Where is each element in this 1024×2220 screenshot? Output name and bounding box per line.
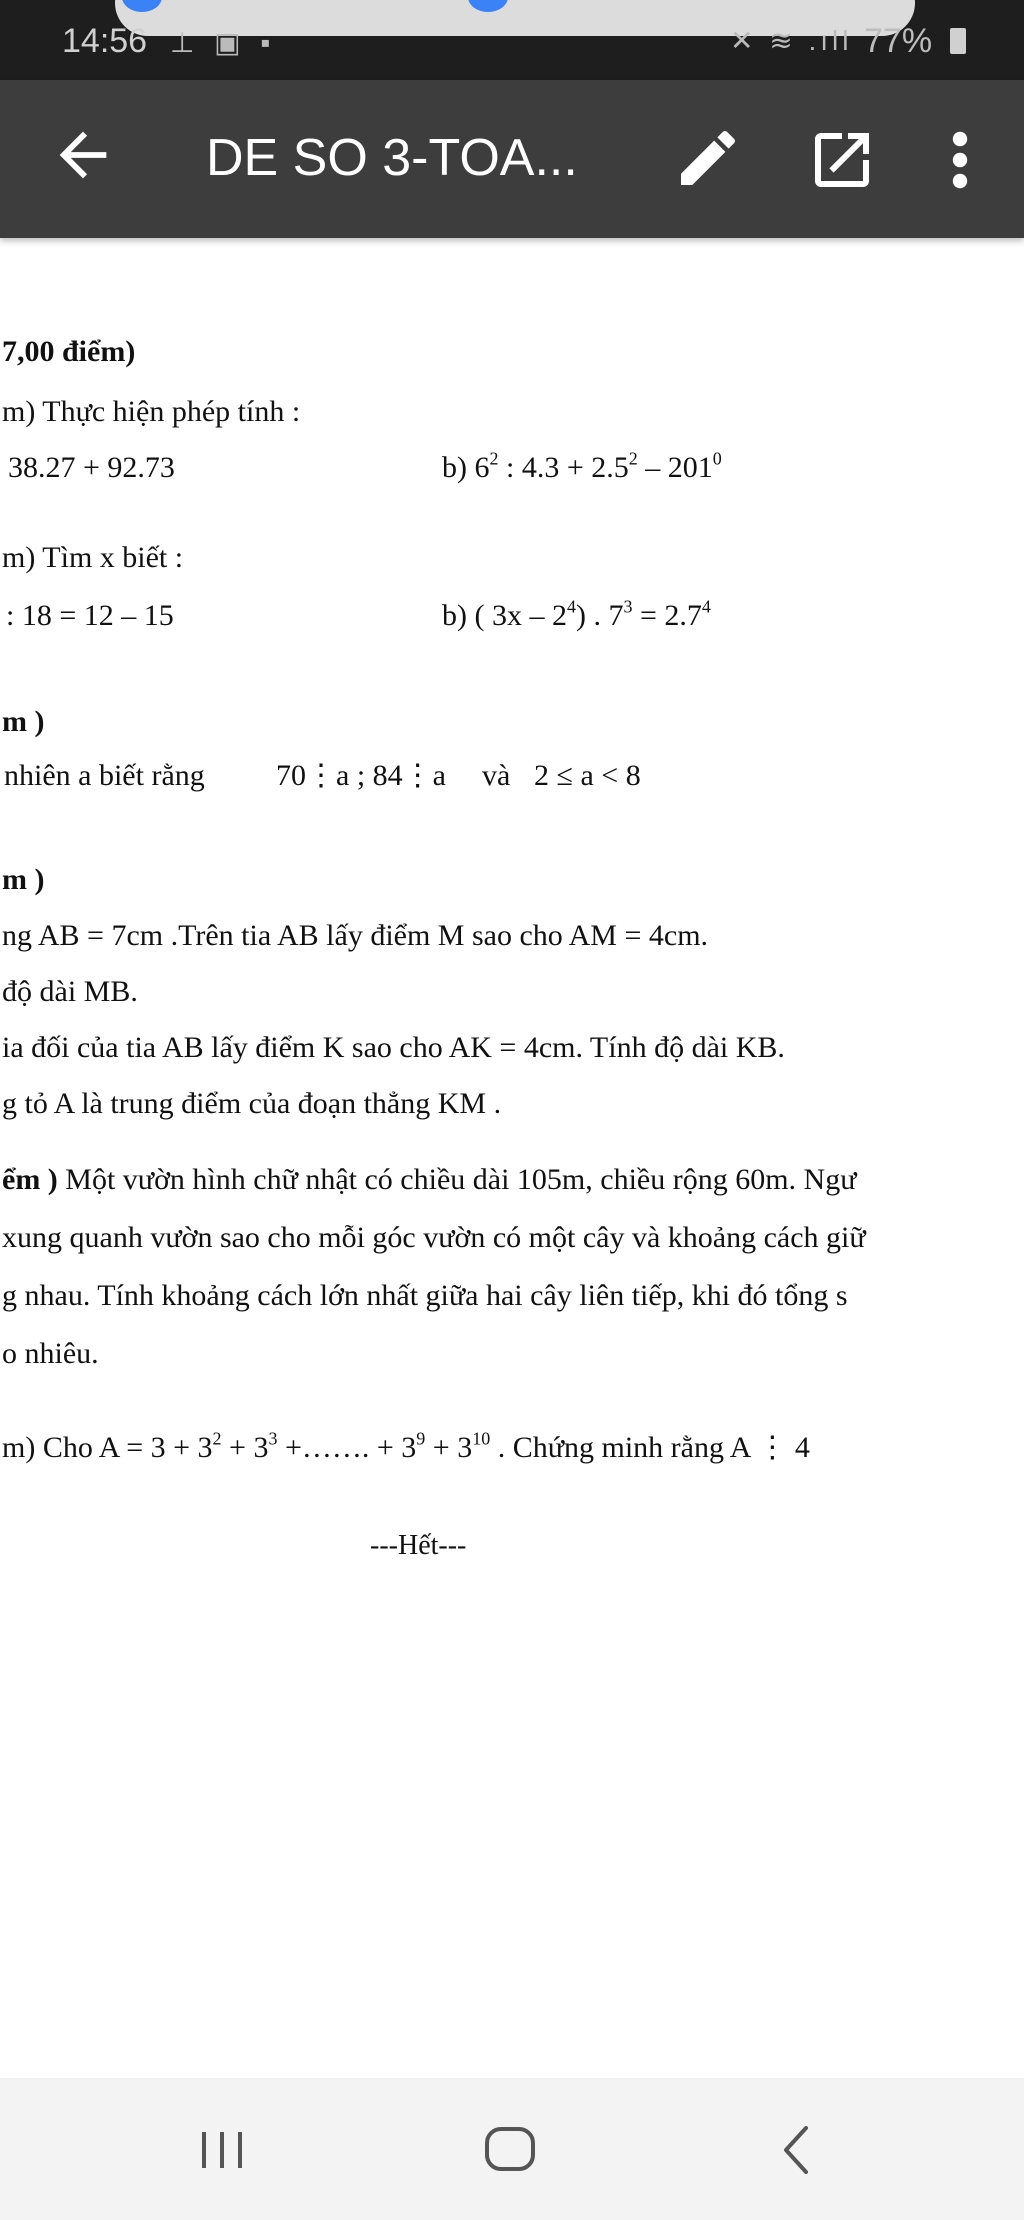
q6-text: . Chứng minh rằng A ⋮ 4 xyxy=(490,1431,810,1464)
notification-icons: ⊥ ▣ ▪ xyxy=(170,27,277,58)
question-6 xyxy=(2,1430,810,1466)
app-bar xyxy=(0,80,1024,238)
question-1-intro: m) Thực hiện phép tính : xyxy=(2,395,301,428)
q2b-text: = 2.7 xyxy=(632,599,702,632)
recents-icon[interactable] xyxy=(198,2128,248,2172)
section-header: 7,00 điểm) xyxy=(2,335,136,368)
question-3-condition: 70⋮a ; 84⋮a xyxy=(276,759,446,792)
q1b-text: – 201 xyxy=(637,451,713,484)
end-marker: ---Hết--- xyxy=(370,1530,467,1561)
exponent: 10 xyxy=(472,1428,491,1449)
question-5-line: xung quanh vườn sao cho mỗi góc vườn có một cây và khoảng cách giữ xyxy=(2,1221,866,1254)
question-1a: 38.27 + 92.73 xyxy=(8,451,175,484)
q1b-text: : 4.3 + 2.5 xyxy=(498,451,629,484)
more-vert-icon[interactable] xyxy=(940,124,980,196)
question-5-header: ểm ) xyxy=(2,1163,58,1196)
question-3-header: m ) xyxy=(2,705,45,738)
question-4-line: độ dài MB. xyxy=(2,975,138,1008)
exponent: 2 xyxy=(489,448,499,469)
status-bar xyxy=(0,0,1024,80)
back-icon[interactable] xyxy=(776,2122,816,2178)
exponent: 3 xyxy=(268,1428,278,1449)
exponent: 9 xyxy=(416,1428,426,1449)
question-1b xyxy=(442,450,722,486)
question-4-header: m ) xyxy=(2,863,45,896)
open-external-icon[interactable] xyxy=(806,124,878,196)
exponent: 4 xyxy=(701,596,711,617)
exponent: 2 xyxy=(212,1428,222,1449)
pencil-icon[interactable] xyxy=(672,122,744,194)
document-page xyxy=(0,238,1024,2078)
arrow-back-icon[interactable] xyxy=(48,120,118,190)
question-5-text: Một vườn hình chữ nhật có chiều dài 105m, chiều rộng 60m. Ngư xyxy=(57,1163,857,1196)
q2b-text: b) ( 3x – 2 xyxy=(442,599,567,632)
question-3-and: và xyxy=(482,759,511,792)
exponent: 0 xyxy=(712,448,722,469)
question-4-line: g tỏ A là trung điểm của đoạn thẳng KM . xyxy=(2,1087,502,1120)
q6-text: +……. + 3 xyxy=(277,1431,417,1464)
exponent: 4 xyxy=(566,596,576,617)
battery-icon xyxy=(950,28,966,54)
signal-icons: ✕ ≋ .ıll xyxy=(730,25,853,56)
q6-text: + 3 xyxy=(425,1431,473,1464)
exponent: 2 xyxy=(628,448,638,469)
exponent: 3 xyxy=(623,596,633,617)
q1b-text: b) 6 xyxy=(442,451,490,484)
question-5-line: g nhau. Tính khoảng cách lớn nhất giữa hai cây liên tiếp, khi đó tổng s xyxy=(2,1279,848,1312)
question-5-line xyxy=(2,1162,856,1198)
question-2a: : 18 = 12 – 15 xyxy=(6,599,174,632)
home-icon[interactable] xyxy=(482,2124,538,2174)
question-5-line: o nhiêu. xyxy=(2,1337,99,1370)
q6-text: + 3 xyxy=(221,1431,269,1464)
question-3-range: 2 ≤ a < 8 xyxy=(534,759,641,792)
question-4-line: ia đối của tia AB lấy điểm K sao cho AK = 4cm. Tính độ dài KB. xyxy=(2,1031,785,1064)
status-time: 14:56 xyxy=(62,22,148,60)
battery-level: 77% xyxy=(864,22,933,60)
document-title: DE SO 3-TOA... xyxy=(206,129,578,187)
navigation-bar xyxy=(0,2078,1024,2220)
question-3-text: nhiên a biết rằng xyxy=(4,759,205,792)
question-2b xyxy=(442,598,711,634)
question-2-intro: m) Tìm x biết : xyxy=(2,541,184,574)
q2b-text: ) . 7 xyxy=(575,599,624,632)
question-4-line: ng AB = 7cm .Trên tia AB lấy điểm M sao cho AM = 4cm. xyxy=(2,919,709,952)
q6-text: m) Cho A = 3 + 3 xyxy=(2,1431,213,1464)
